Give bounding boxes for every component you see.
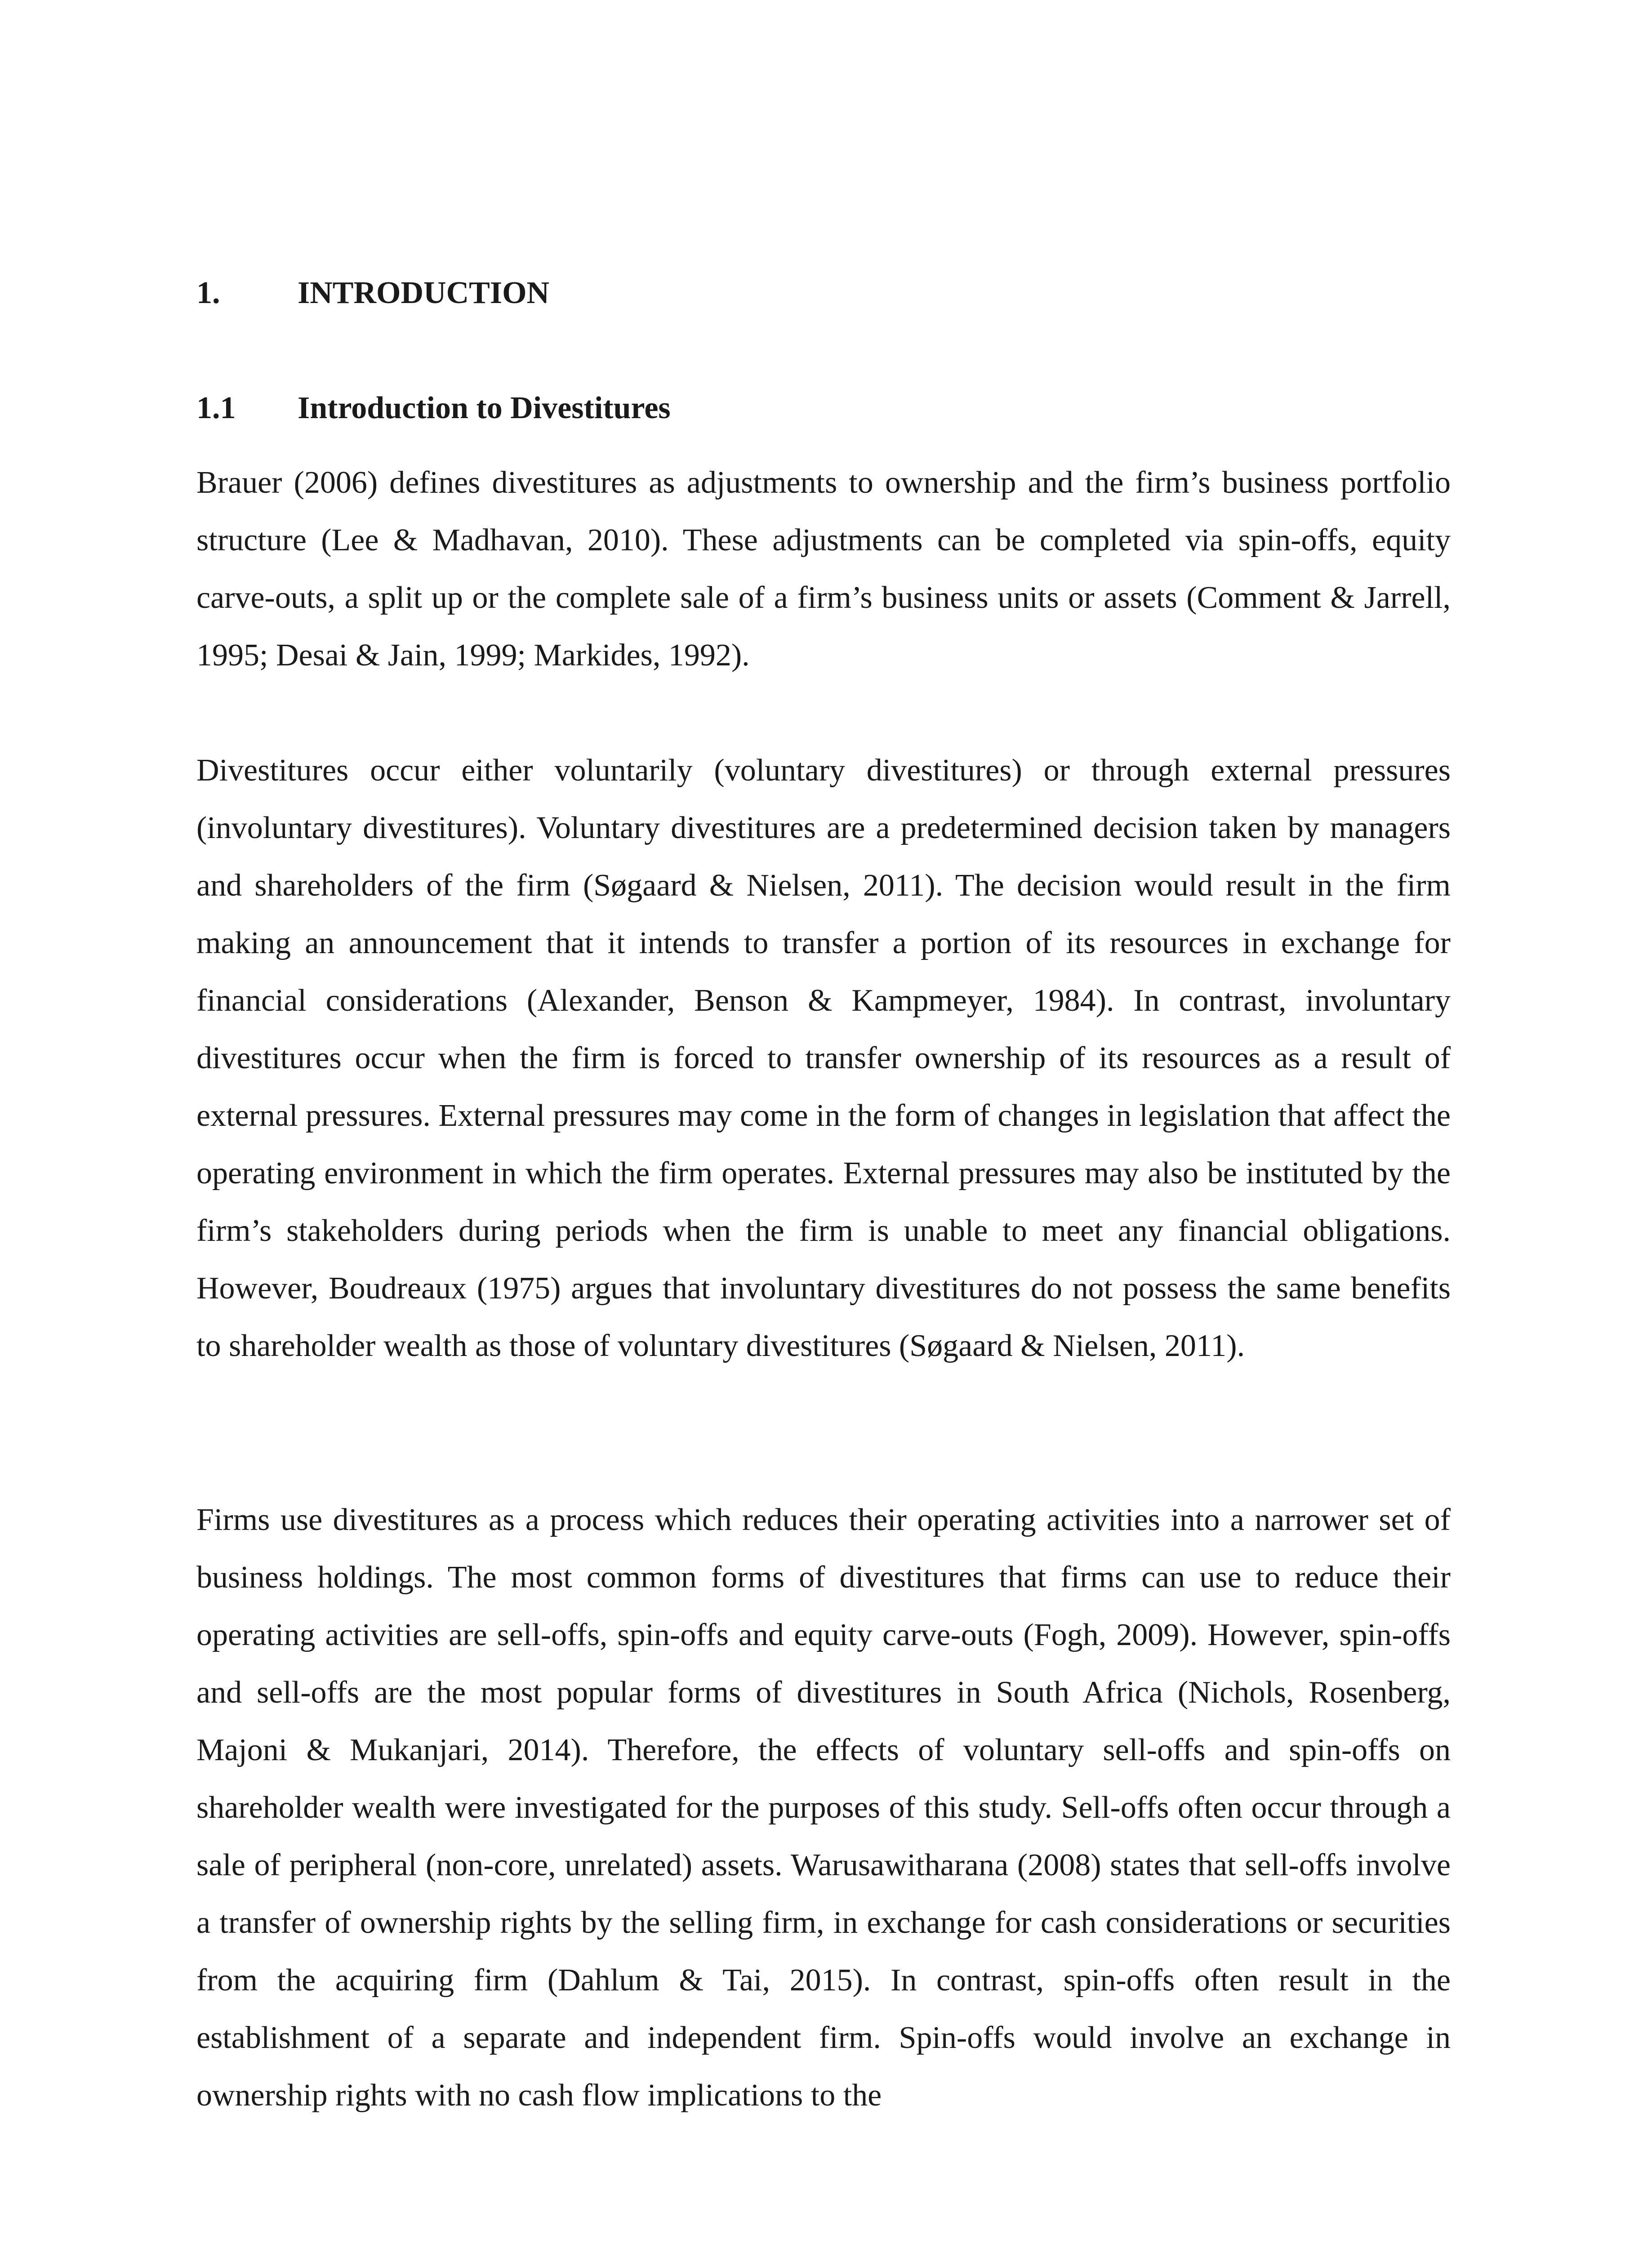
subsection-heading	[196, 390, 671, 426]
paragraph-3: Firms use divestitures as a process which reduces their operating activities into a narrower set of business holdings. The most common forms of divestitures that firms can use to reduce their operating activities are sell-offs, spin-offs and equity carve-outs (Fogh, 2009). However, spin-offs and sell-offs are the most popular forms of divestitures in South Africa (Nichols, Rosenberg, Majoni & Mukanjari, 2014). Therefore, the effects of voluntary sell-offs and spin-offs on shareholder wealth were investigated for the purposes of this study. Sell-offs often occur through a sale of peripheral (non-core, unrelated) assets. Warusawitharana (2008) states that sell-offs involve a transfer of ownership rights by the selling firm, in exchange for cash considerations or securities from the acquiring firm (Dahlum & Tai, 2015). In contrast, spin-offs often result in the establishment of a separate and independent firm. Spin-offs would involve an exchange in ownership rights with no cash flow implications to the	[196, 1503, 1451, 2113]
paragraph-2: Divestitures occur either voluntarily (voluntary divestitures) or through external pressures (involuntary divestitures). Voluntary divestitures are a predetermined decision taken by managers and shareholders of the firm (Søgaard & Nielsen, 2011). The decision would result in the firm making an announcement that it intends to transfer a portion of its resources in exchange for financial considerations (Alexander, Benson & Kampmeyer, 1984). In contrast, involuntary divestitures occur when the firm is forced to transfer ownership of its resources as a result of external pressures. External pressures may come in the form of changes in legislation that affect the operating environment in which the firm operates. External pressures may also be instituted by the firm’s stakeholders during periods when the firm is unable to meet any financial obligations. However, Boudreaux (1975) argues that involuntary divestitures do not possess the same benefits to shareholder wealth as those of voluntary divestitures (Søgaard & Nielsen, 2011).	[196, 753, 1451, 1363]
paragraph-1: Brauer (2006) defines divestitures as adjustments to ownership and the firm’s business portfolio structure (Lee & Madhavan, 2010). These adjustments can be completed via spin-offs, equity carve-outs, a split up or the complete sale of a firm’s business units or assets (Comment & Jarrell, 1995; Desai & Jain, 1999; Markides, 1992).	[196, 465, 1451, 673]
section-number: 1.	[196, 276, 220, 310]
section-heading	[196, 275, 549, 311]
subsection-number: 1.1	[196, 391, 236, 425]
subsection-title: Introduction to Divestitures	[298, 391, 671, 425]
section-title: INTRODUCTION	[298, 276, 550, 310]
